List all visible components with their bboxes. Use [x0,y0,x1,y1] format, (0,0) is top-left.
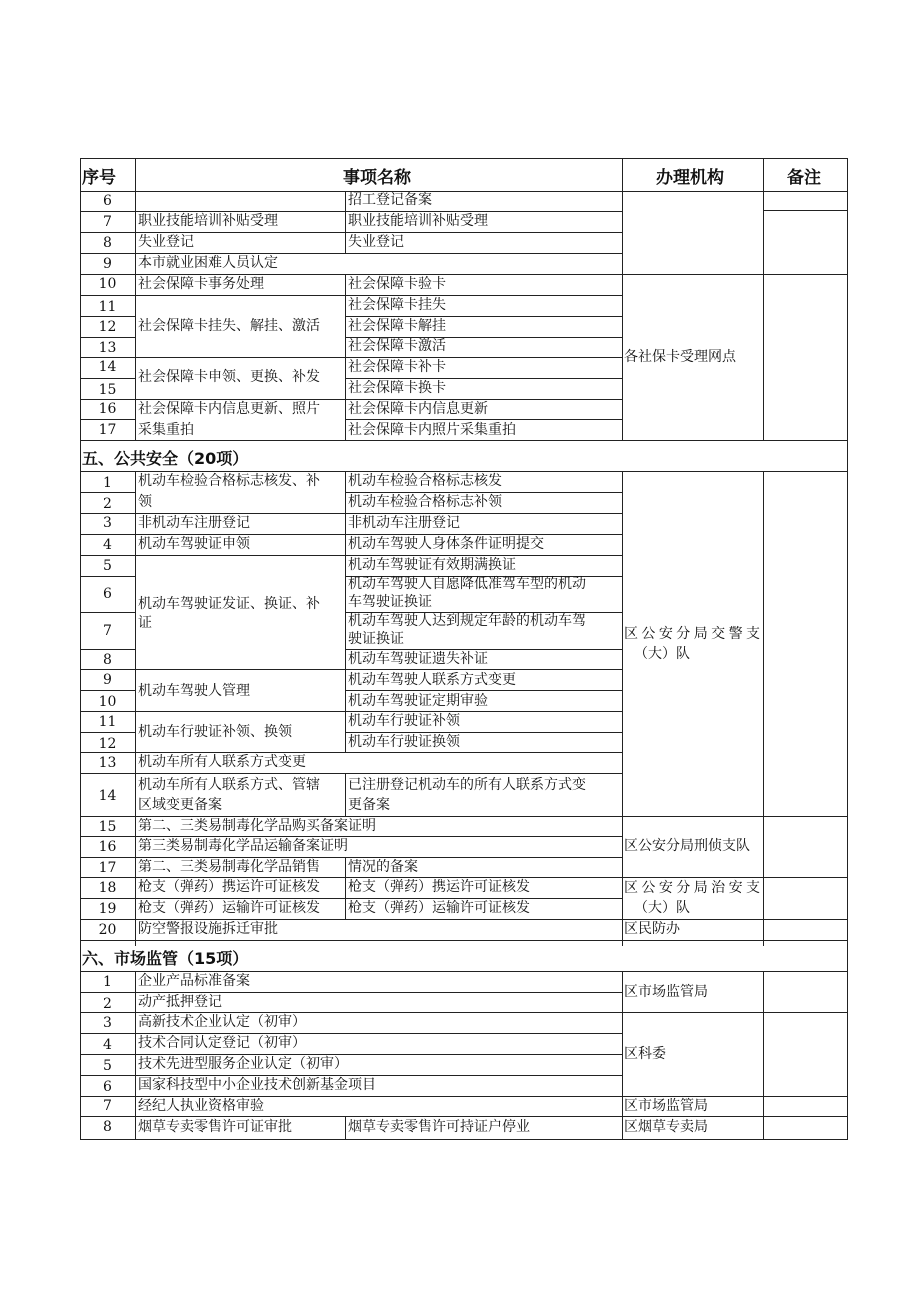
item-name-cell: 经纪人执业资格审验 [138,1098,264,1114]
sub-item-cell: 车驾驶证换证 [348,594,432,610]
sub-item-cell: 机动车驾驶证遗失补证 [348,651,488,667]
seq-cell: 2 [103,496,112,512]
seq-cell: 17 [98,860,117,876]
seq-cell: 7 [103,1098,112,1114]
table-border-bottom [80,1139,848,1140]
sub-item-cell: 更备案 [348,797,390,813]
sub-item-cell: 职业技能培训补贴受理 [348,213,488,229]
header-note: 备注 [787,168,821,188]
seq-cell: 15 [98,819,117,835]
org-cell: 区公安分局治安支 [624,880,760,896]
seq-cell: 13 [98,755,117,771]
seq-cell: 3 [103,515,112,531]
sub-item-cell: 机动车检验合格标志核发 [348,473,502,489]
seq-cell: 2 [103,996,112,1012]
seq-cell: 13 [98,340,117,356]
col-divider [763,471,764,946]
item-name-cell: 社会保障卡事务处理 [138,276,264,292]
row-line [135,295,345,296]
sub-item-cell: 社会保障卡解挂 [348,318,446,334]
item-name-cell: 社会保障卡内信息更新、照片 [138,401,320,417]
seq-cell: 8 [103,235,112,251]
item-name-cell: 领 [138,494,152,510]
org-cell: 区公安分局刑侦支队 [624,838,750,854]
item-name-cell: 社会保障卡挂失、解挂、激活 [138,318,320,334]
col-divider [622,158,623,440]
sub-item-cell: 机动车检验合格标志补领 [348,494,502,510]
seq-cell: 7 [103,214,112,230]
sub-item-cell: 失业登记 [348,234,404,250]
seq-cell: 9 [103,672,112,688]
seq-cell: 16 [98,401,117,417]
sub-item-cell: 机动车驾驶人达到规定年龄的机动车驾 [348,613,586,629]
sub-item-cell: 机动车驾驶人自愿降低准驾车型的机动 [348,576,586,592]
header-org: 办理机构 [656,168,724,188]
sub-item-cell: 机动车行驶证换领 [348,734,460,750]
seq-cell: 4 [103,537,112,553]
item-name-cell: 机动车检验合格标志核发、补 [138,473,320,489]
item-name-cell: 机动车驾驶证发证、换证、补 [138,596,320,612]
seq-cell: 11 [98,714,117,730]
org-cell: 区市场监管局 [624,1098,708,1114]
sub-col-divider [345,773,346,816]
header-item-name: 事项名称 [343,168,411,188]
sub-item-cell: 招工登记备案 [348,192,432,208]
item-name-cell: 失业登记 [138,234,194,250]
item-name-cell: 机动车行驶证补领、换领 [138,724,292,740]
item-name-cell: 动产抵押登记 [138,994,222,1010]
sub-item-cell: 非机动车注册登记 [348,515,460,531]
seq-cell: 5 [103,558,112,574]
sub-item-cell: 机动车驾驶人身体条件证明提交 [348,536,544,552]
seq-cell: 8 [103,652,112,668]
item-name-cell: 职业技能培训补贴受理 [138,213,278,229]
section-heading-market-supervision: 六、市场监管（15项） [82,949,249,968]
sub-col-divider [345,1116,346,1140]
sub-item-cell: 社会保障卡换卡 [348,380,446,396]
row-line [80,612,135,613]
org-cell: 区公安分局交警支 [624,626,760,642]
item-name-cell: 社会保障卡申领、更换、补发 [138,369,320,385]
row-line [80,690,135,691]
org-cell: 区民防办 [624,921,680,937]
sub-item-cell: 社会保障卡激活 [348,338,446,354]
org-cell: （大）队 [634,900,690,916]
sub-item-cell: 情况的备案 [348,859,418,875]
seq-cell: 4 [103,1037,112,1053]
row-line [80,732,135,733]
seq-cell: 1 [103,475,112,491]
col-divider [622,971,623,1140]
row-line [80,378,135,379]
seq-cell: 8 [103,1119,112,1135]
table-border-right [847,158,848,1140]
seq-cell: 15 [98,382,117,398]
col-divider [763,971,764,1140]
org-cell: 各社保卡受理网点 [624,349,736,365]
sub-item-cell: 机动车行驶证补领 [348,713,460,729]
org-cell: 区科委 [624,1046,666,1062]
item-name-cell: 高新技术企业认定（初审） [138,1014,306,1030]
col-divider [763,158,764,440]
item-name-cell: 枪支（弹药）运输许可证核发 [138,900,320,916]
item-name-cell: 非机动车注册登记 [138,515,250,531]
item-name-cell: 技术先进型服务企业认定（初审） [138,1056,348,1072]
row-line [80,576,135,577]
sub-item-cell: 烟草专卖零售许可持证户停业 [348,1119,530,1135]
seq-cell: 7 [103,623,112,639]
col-divider [135,471,136,946]
sub-item-cell: 机动车驾驶证定期审验 [348,693,488,709]
row-line [80,440,848,441]
table-border-top [80,158,848,159]
seq-cell: 10 [98,276,117,292]
sub-item-cell: 社会保障卡内照片采集重拍 [348,422,516,438]
header-seq: 序号 [82,168,116,188]
col-divider [135,971,136,1140]
item-name-cell: 烟草专卖零售许可证审批 [138,1119,292,1135]
sub-item-cell: 机动车驾驶人联系方式变更 [348,672,516,688]
item-name-cell: 区域变更备案 [138,797,222,813]
seq-cell: 20 [98,922,117,938]
seq-cell: 19 [98,901,117,917]
sub-item-cell: 社会保障卡挂失 [348,297,446,313]
item-name-cell: 国家科技型中小企业技术创新基金项目 [138,1077,376,1093]
item-name-cell: 机动车所有人联系方式、管辖 [138,777,320,793]
col-divider [135,158,136,440]
seq-cell: 3 [103,1015,112,1031]
item-name-cell: 采集重拍 [138,422,194,438]
sub-item-cell: 已注册登记机动车的所有人联系方式变 [348,777,586,793]
row-line [80,773,622,774]
item-name-cell: 机动车所有人联系方式变更 [138,754,306,770]
seq-cell: 16 [98,839,117,855]
item-name-cell: 本市就业困难人员认定 [138,255,278,271]
seq-cell: 17 [98,422,117,438]
sub-item-cell: 驶证换证 [348,631,404,647]
sub-item-cell: 机动车驾驶证有效期满换证 [348,557,516,573]
sub-col-divider [345,857,346,919]
sub-item-cell: 社会保障卡内信息更新 [348,401,488,417]
seq-cell: 5 [103,1058,112,1074]
item-name-cell: 机动车驾驶证申领 [138,536,250,552]
sub-col-divider [345,191,346,254]
item-name-cell: 防空警报设施拆迁审批 [138,921,278,937]
row-line [80,191,848,192]
sub-item-cell: 社会保障卡验卡 [348,276,446,292]
row-line [763,210,848,211]
org-cell: （大）队 [634,646,690,662]
item-name-cell: 第二、三类易制毒化学品销售 [138,859,320,875]
seq-cell: 9 [103,256,112,272]
org-cell: 区市场监管局 [624,984,708,1000]
seq-cell: 1 [103,974,112,990]
seq-cell: 12 [98,736,117,752]
row-line [80,940,848,941]
section-heading-public-safety: 五、公共安全（20项） [82,449,249,468]
seq-cell: 6 [103,1079,112,1095]
item-name-cell: 企业产品标准备案 [138,973,250,989]
item-name-cell: 技术合同认定登记（初审） [138,1035,306,1051]
item-name-cell: 第二、三类易制毒化学品购买备案证明 [138,818,376,834]
org-cell: 区烟草专卖局 [624,1119,708,1135]
item-name-cell: 第三类易制毒化学品运输备案证明 [138,838,348,854]
sub-item-cell: 枪支（弹药）携运许可证核发 [348,879,530,895]
seq-cell: 12 [98,319,117,335]
seq-cell: 11 [98,299,117,315]
item-name-cell: 证 [138,615,152,631]
item-name-cell: 机动车驾驶人管理 [138,683,250,699]
col-divider [622,471,623,946]
seq-cell: 14 [98,359,117,375]
seq-cell: 6 [103,193,112,209]
sub-item-cell: 枪支（弹药）运输许可证核发 [348,900,530,916]
seq-cell: 18 [98,880,117,896]
sub-item-cell: 社会保障卡补卡 [348,359,446,375]
seq-cell: 6 [103,586,112,602]
seq-cell: 10 [98,694,117,710]
item-name-cell: 枪支（弹药）携运许可证核发 [138,879,320,895]
row-line [80,295,135,296]
seq-cell: 14 [98,788,117,804]
